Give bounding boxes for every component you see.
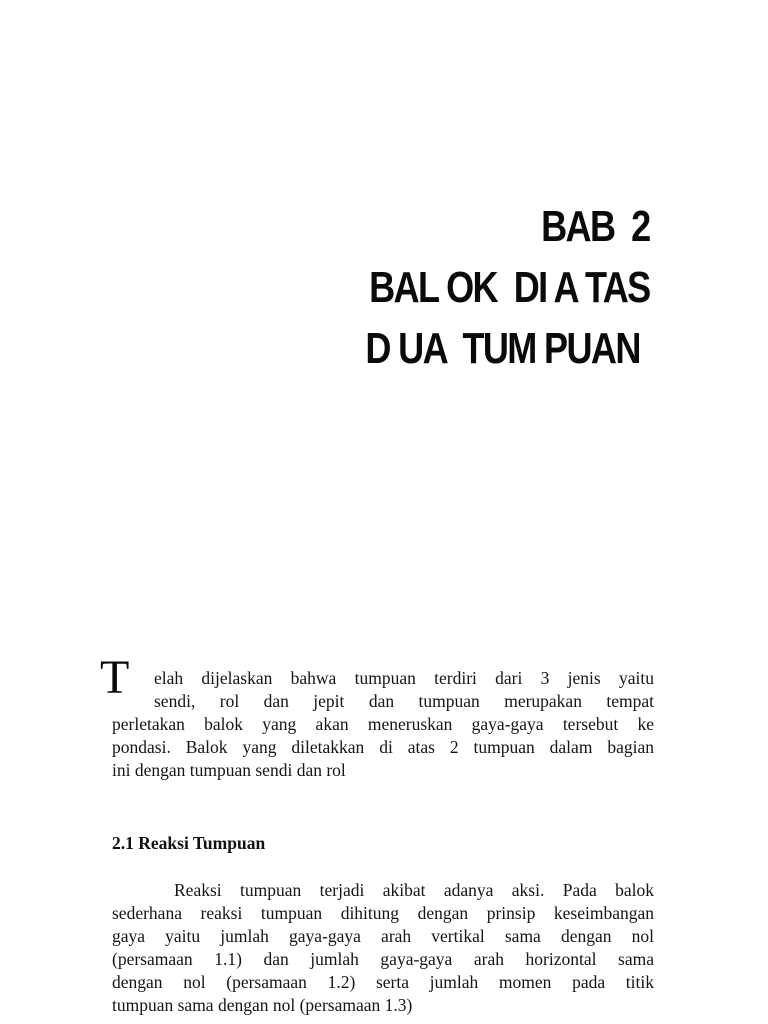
chapter-title-line-2: D UA TUM PUAN	[365, 324, 641, 373]
intro-line: sendi, rol dan jepit dan tumpuan merupakan tempat	[154, 691, 654, 711]
paragraph-line: Reaksi tumpuan terjadi akibat adanya aksi. Pada balok	[174, 880, 654, 900]
chapter-title-line-1: BAL OK DI A TAS	[369, 263, 650, 312]
drop-cap: T	[100, 651, 130, 704]
paragraph-line: dengan nol (persamaan 1.2) serta jumlah momen pada titik	[112, 972, 654, 992]
section-heading: 2.1 Reaksi Tumpuan	[112, 833, 266, 853]
intro-line: pondasi. Balok yang diletakkan di atas 2 tumpuan dalam bagian	[112, 737, 654, 757]
chapter-number: BAB 2	[541, 202, 650, 251]
chapter-heading	[366, 196, 650, 379]
intro-line: elah dijelaskan bahwa tumpuan terdiri dari 3 jenis yaitu	[154, 668, 654, 688]
paragraph-line: sederhana reaksi tumpuan dihitung dengan prinsip keseimbangan	[112, 903, 654, 923]
intro-paragraph	[112, 667, 654, 782]
paragraph-line: (persamaan 1.1) dan jumlah gaya-gaya arah horizontal sama	[112, 949, 654, 969]
section-paragraph	[112, 879, 654, 1017]
intro-line: ini dengan tumpuan sendi dan rol	[112, 760, 346, 780]
paragraph-line: tumpuan sama dengan nol (persamaan 1.3)	[112, 995, 413, 1015]
paragraph-line: gaya yaitu jumlah gaya-gaya arah vertikal sama dengan nol	[112, 926, 654, 946]
intro-line: perletakan balok yang akan meneruskan gaya-gaya tersebut ke	[112, 714, 654, 734]
